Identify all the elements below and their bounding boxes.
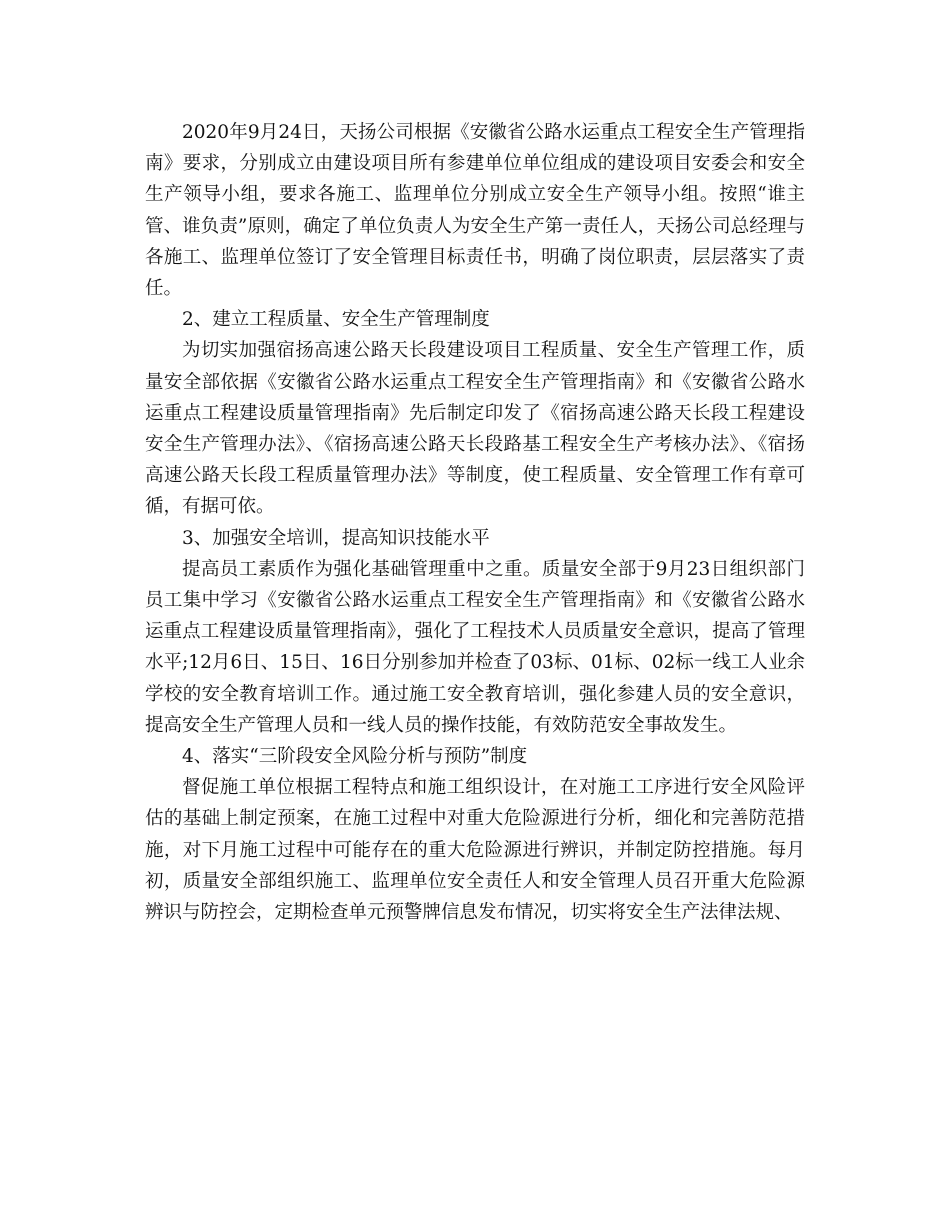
paragraph-safety-committee: 2020年9月24日，天扬公司根据《安徽省公路水运重点工程安全生产管理指南》要求，分别成立由建设项目所有参建单位单位组成的建设项目安委会和安全生产领导小组，要求各施工、监理单位分别成立安全生产领导小组。按照“谁主管、谁负责”原则，确定了单位负责人为安全生产第一责任人，天扬公司总经理与各施工、监理单位签订了安全管理目标责任书，明确了岗位职责，层层落实了责任。	[145, 122, 805, 300]
document-body	[145, 117, 805, 928]
heading-safety-training: 3、加强安全培训，提高知识技能水平	[182, 527, 490, 549]
paragraph-safety-training: 提高员工素质作为强化基础管理重中之重。质量安全部于9月23日组织部门员工集中学习《安徽省公路水运重点工程安全生产管理指南》和《安徽省公路水运重点工程建设质量管理指南》，强化了工程技术人员质量安全意识，提高了管理水平;12月6日、15日、16日分别参加并检查了03标、01标、02标一线工人业余学校的安全教育培训工作。通过施工安全教育培训，强化参建人员的安全意识，提高安全生产管理人员和一线人员的操作技能，有效防范安全事故发生。	[145, 558, 805, 736]
paragraph-management-system: 为切实加强宿扬高速公路天长段建设项目工程质量、安全生产管理工作，质量安全部依据《安徽省公路水运重点工程安全生产管理指南》和《安徽省公路水运重点工程建设质量管理指南》先后制定印发了《宿扬高速公路天长段工程建设安全生产管理办法》、《宿扬高速公路天长段路基工程安全生产考核办法》、《宿扬高速公路天长段工程质量管理办法》等制度，使工程质量、安全管理工作有章可循，有据可依。	[145, 340, 805, 518]
paragraph-risk-analysis: 督促施工单位根据工程特点和施工组织设计，在对施工工序进行安全风险评估的基础上制定预案，在施工过程中对重大危险源进行分析，细化和完善防范措施，对下月施工过程中可能存在的重大危险源进行辨识，并制定防控措施。每月初，质量安全部组织施工、监理单位安全责任人和安全管理人员召开重大危险源辨识与防控会，定期检查单元预警牌信息发布情况，切实将安全生产法律法规、	[145, 777, 805, 924]
heading-management-system: 2、建立工程质量、安全生产管理制度	[182, 309, 490, 331]
heading-risk-analysis: 4、落实“三阶段安全风险分析与预防”制度	[182, 746, 528, 768]
